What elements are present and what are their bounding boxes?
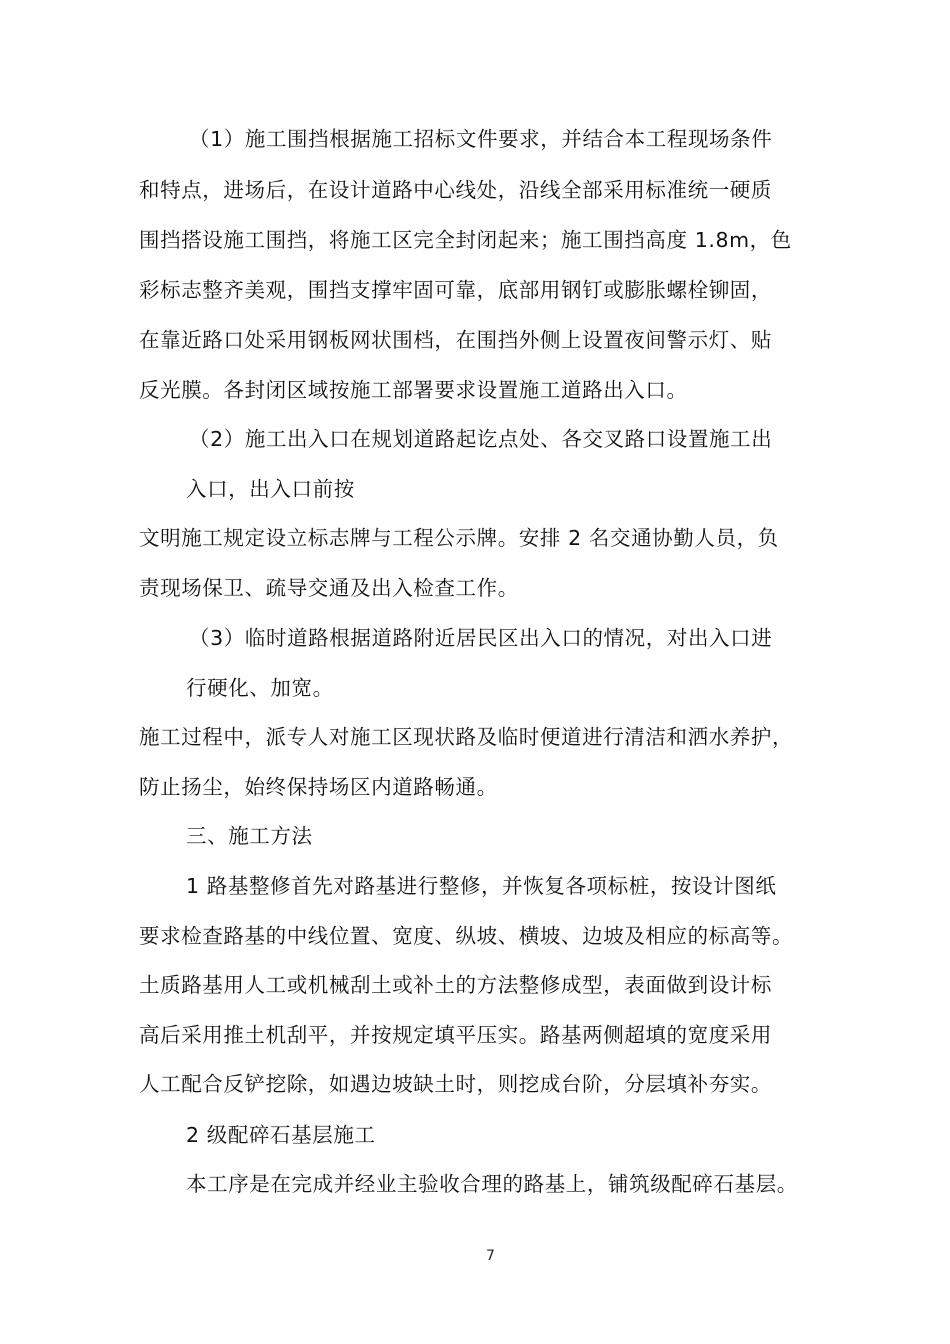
page-number: 7 <box>486 1248 495 1264</box>
subsection-heading: 2 级配碎石基层施工 <box>186 1123 376 1147</box>
text-line: 入口，出入口前按 <box>186 477 355 501</box>
text-line: 文明施工规定设立标志牌与工程公示牌。安排 2 名交通协勤人员，负 <box>139 526 779 550</box>
text-line: 反光膜。各封闭区域按施工部署要求设置施工道路出入口。 <box>139 378 688 402</box>
text-line: 在靠近路口处采用钢板网状围档，在围挡外侧上设置夜间警示灯、贴 <box>139 328 772 352</box>
text-line: 1 路基整修首先对路基进行整修，并恢复各项标桩，按设计图纸 <box>186 874 777 898</box>
text-line: （1）施工围挡根据施工招标文件要求，并结合本工程现场条件 <box>189 127 773 151</box>
text-line: 和特点，进场后，在设计道路中心线处，沿线全部采用标准统一硬质 <box>139 178 772 202</box>
text-line: （3）临时道路根据道路附近居民区出入口的情况，对出入口进 <box>189 626 773 650</box>
text-line: 土质路基用人工或机械刮土或补土的方法整修成型，表面做到设计标 <box>139 973 772 997</box>
text-line: 本工序是在完成并经业主验收合理的路基上，铺筑级配碎石基层。 <box>186 1172 798 1196</box>
text-line: 防止扬尘，始终保持场区内道路畅通。 <box>139 775 498 799</box>
text-line: 高后采用推土机刮平，并按规定填平压实。路基两侧超填的宽度采用 <box>139 1023 772 1047</box>
text-line: 围挡搭设施工围挡，将施工区完全封闭起来；施工围挡高度 1.8m，色 <box>139 228 792 252</box>
text-line: 要求检查路基的中线位置、宽度、纵坡、横坡、边坡及相应的标高等。 <box>139 924 794 948</box>
text-line: （2）施工出入口在规划道路起讫点处、各交叉路口设置施工出 <box>189 427 773 451</box>
text-line: 施工过程中，派专人对施工区现状路及临时便道进行清洁和洒水养护， <box>139 725 794 749</box>
text-line: 人工配合反铲挖除，如遇边坡缺土时，则挖成台阶，分层填补夯实。 <box>139 1072 772 1096</box>
section-heading: 三、施工方法 <box>186 824 313 848</box>
text-line: 彩标志整齐美观，围挡支撑牢固可靠，底部用钢钉或膨胀螺栓铆固， <box>139 278 772 302</box>
text-line: 行硬化、加宽。 <box>186 676 334 700</box>
text-line: 责现场保卫、疏导交通及出入检查工作。 <box>139 576 519 600</box>
